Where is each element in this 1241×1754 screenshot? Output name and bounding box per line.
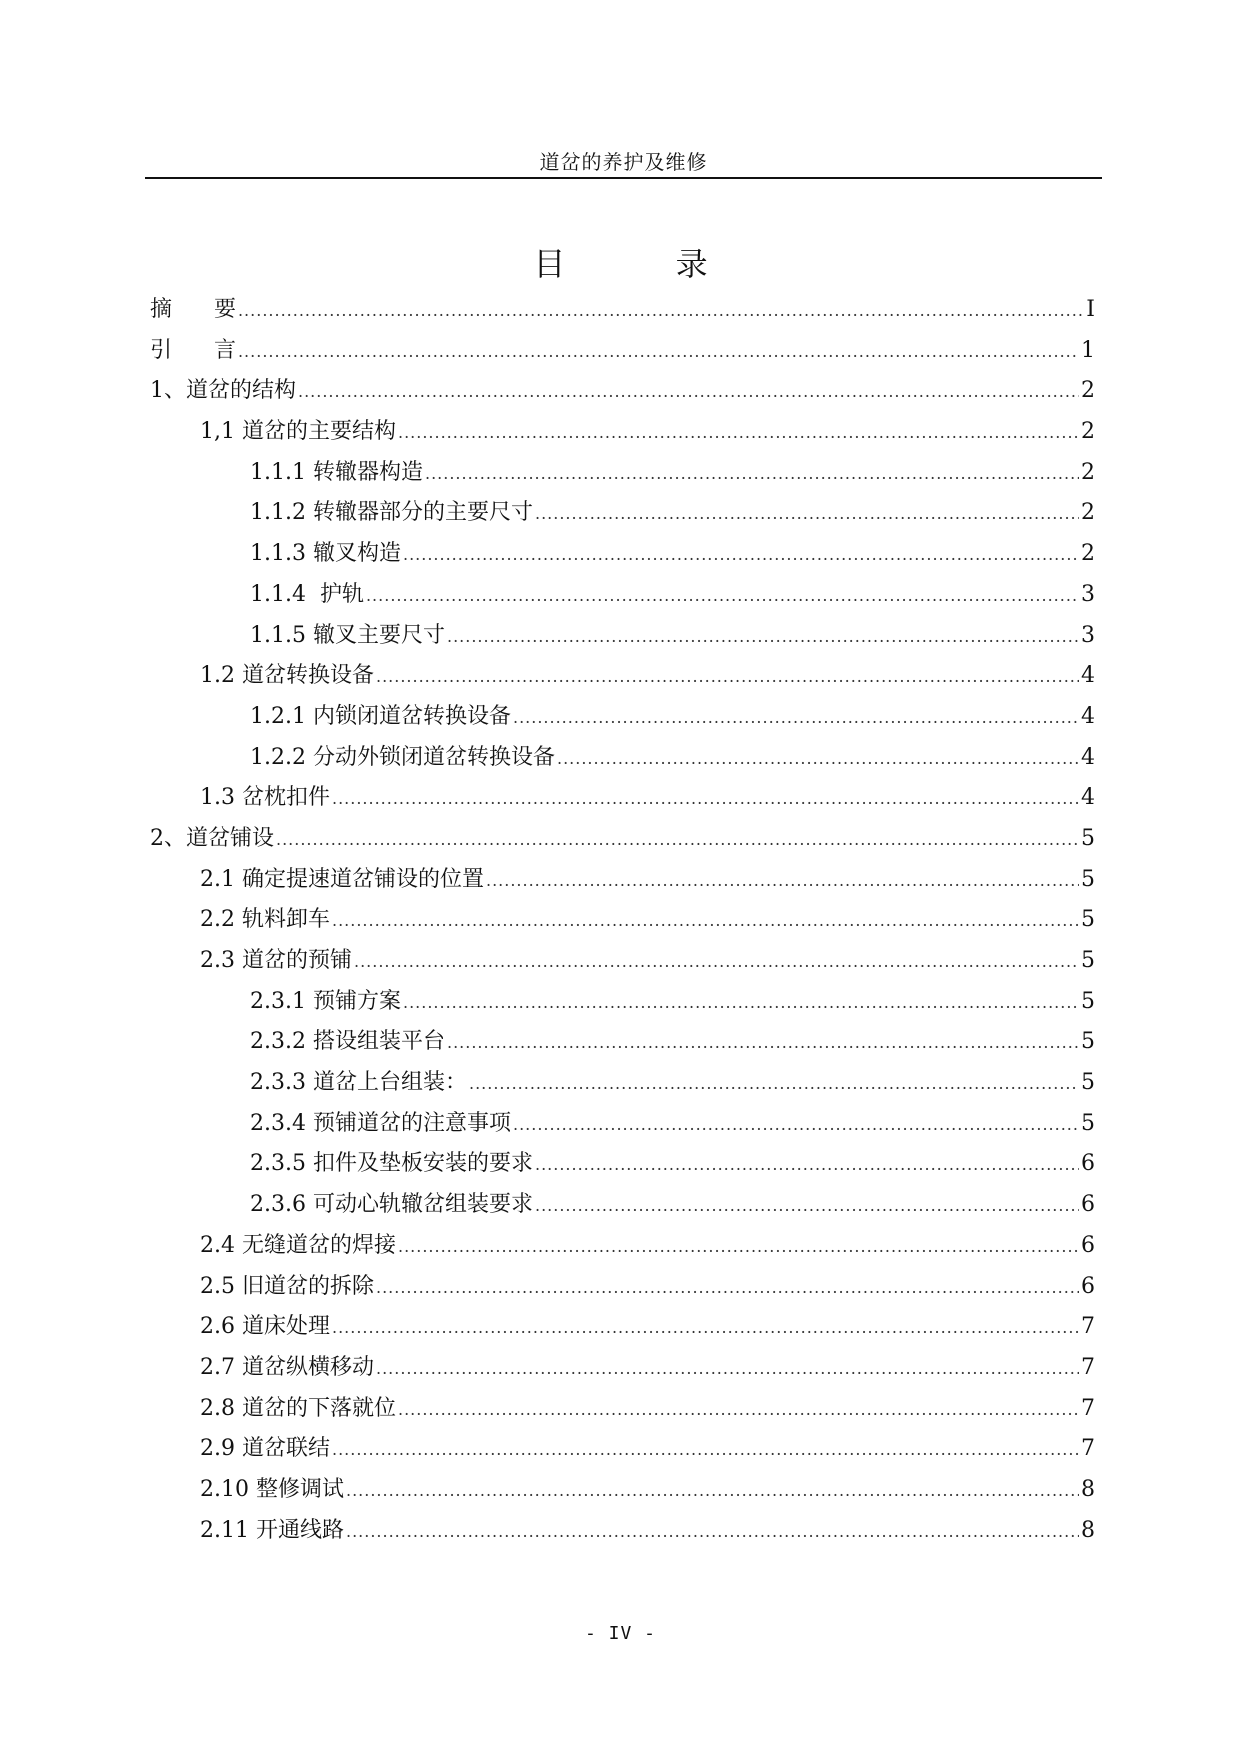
toc-entry-title: 引 言 [150,337,236,363]
toc-entry[interactable] [150,534,1095,575]
dot-leader [332,1308,1079,1349]
toc-entry[interactable] [150,697,1095,738]
header-divider [145,177,1102,179]
dot-leader [276,820,1079,861]
toc-entry-page: 2 [1081,378,1095,404]
toc-entry-title: 1.2.2 分动外锁闭道岔转换设备 [250,744,555,770]
toc-entry[interactable] [150,738,1095,779]
toc-entry[interactable] [150,656,1095,697]
table-of-contents [150,290,1095,1551]
toc-entry-title: 2.3.2 搭设组装平台 [250,1029,445,1055]
toc-entry-title: 2.3.1 预铺方案 [250,988,401,1014]
dot-leader [425,454,1079,495]
page-number: - IV - [584,1623,657,1644]
dot-leader [332,901,1079,942]
toc-entry[interactable] [150,1429,1095,1470]
toc-entry-title: 2.3 道岔的预铺 [200,948,352,973]
dot-leader [238,332,1079,373]
toc-entry-title: 1.2.1 内锁闭道岔转换设备 [250,703,511,729]
toc-entry[interactable] [150,900,1095,941]
toc-entry[interactable] [150,1267,1095,1308]
toc-entry[interactable] [150,331,1095,372]
toc-entry[interactable] [150,1144,1095,1185]
toc-entry-page: 4 [1081,744,1095,770]
toc-entry-title: 2.10 整修调试 [200,1476,344,1502]
toc-entry[interactable] [150,860,1095,901]
toc-entry-page: 5 [1081,988,1095,1014]
toc-entry-page: I [1086,297,1095,322]
toc-entry-page: 5 [1081,948,1095,973]
toc-entry-page: 5 [1081,1070,1095,1096]
dot-leader [557,739,1079,780]
toc-entry[interactable] [150,453,1095,494]
toc-entry-page: 7 [1081,1436,1095,1462]
dot-leader [376,1268,1079,1309]
toc-entry-title: 摘 要 [150,297,236,322]
toc-entry[interactable] [150,1185,1095,1226]
toc-entry-page: 6 [1081,1232,1095,1258]
toc-entry-page: 1 [1081,337,1095,363]
toc-entry[interactable] [150,412,1095,453]
toc-entry-page: 3 [1081,622,1095,648]
dot-leader [398,1390,1079,1431]
toc-entry-page: 4 [1081,703,1095,729]
toc-entry[interactable] [150,1226,1095,1267]
toc-entry-page: 5 [1081,907,1095,933]
toc-entry-title: 2.6 道床处理 [200,1314,330,1340]
toc-entry-page: 7 [1081,1395,1095,1421]
toc-entry-page: 5 [1081,866,1095,892]
running-header: 道岔的养护及维修 [539,150,708,174]
toc-entry[interactable] [150,941,1095,982]
dot-leader [513,1105,1079,1146]
toc-entry-title: 2.3.4 预铺道岔的注意事项 [250,1110,511,1136]
dot-leader [346,1471,1079,1512]
toc-entry[interactable] [150,493,1095,534]
dot-leader [486,861,1079,902]
toc-entry-page: 8 [1081,1517,1095,1543]
dot-leader [366,576,1079,617]
dot-leader [535,1145,1079,1186]
dot-leader [346,1512,1079,1553]
toc-entry-title: 1.1.3 辙叉构造 [250,541,401,567]
toc-entry[interactable] [150,1307,1095,1348]
toc-entry-page: 6 [1081,1192,1095,1218]
toc-entry[interactable] [150,290,1095,331]
toc-entry-title: 2.1 确定提速道岔铺设的位置 [200,866,484,892]
dot-leader [513,698,1079,739]
toc-entry-page: 4 [1081,663,1095,689]
toc-entry[interactable] [150,778,1095,819]
toc-entry-title: 2.2 轨料卸车 [200,907,330,933]
toc-entry-title: 2.8 道岔的下落就位 [200,1395,396,1421]
toc-entry-page: 4 [1081,785,1095,811]
dot-leader [403,535,1079,576]
toc-entry-title: 2.11 开通线路 [200,1517,344,1543]
toc-entry-title: 1,1 道岔的主要结构 [200,419,396,445]
toc-entry-title: 1.1.1 转辙器构造 [250,459,423,485]
toc-entry-title: 2.7 道岔纵横移动 [200,1354,374,1380]
toc-entry-page: 5 [1081,825,1095,851]
dot-leader [535,1186,1079,1227]
dot-leader [238,291,1084,332]
dot-leader [398,1227,1079,1268]
toc-entry-page: 2 [1081,419,1095,445]
toc-entry-title: 2.9 道岔联结 [200,1436,330,1462]
toc-entry-page: 2 [1081,500,1095,526]
toc-entry[interactable] [150,1470,1095,1511]
toc-entry-page: 7 [1081,1314,1095,1340]
toc-entry[interactable] [150,1104,1095,1145]
dot-leader [447,1023,1079,1064]
toc-entry[interactable] [150,371,1095,412]
toc-entry-title: 2.5 旧道岔的拆除 [200,1273,374,1299]
toc-entry[interactable] [150,575,1095,616]
dot-leader [332,779,1079,820]
toc-entry[interactable] [150,616,1095,657]
dot-leader [298,372,1079,413]
toc-entry[interactable] [150,819,1095,860]
dot-leader [332,1430,1079,1471]
toc-title: 目 录 [533,245,758,283]
toc-entry-page: 5 [1081,1029,1095,1055]
toc-entry-page: 5 [1081,1110,1095,1136]
toc-entry[interactable] [150,1389,1095,1430]
toc-entry-title: 2、道岔铺设 [150,825,274,851]
toc-entry-page: 7 [1081,1354,1095,1380]
toc-entry[interactable] [150,1511,1095,1552]
toc-entry-title: 2.3.6 可动心轨辙岔组装要求 [250,1192,533,1218]
toc-entry-title: 1.3 岔枕扣件 [200,785,330,811]
toc-entry[interactable] [150,1022,1095,1063]
toc-entry-page: 6 [1081,1273,1095,1299]
toc-entry-page: 3 [1081,581,1095,607]
dot-leader [403,983,1079,1024]
dot-leader [398,413,1079,454]
dot-leader [469,1064,1079,1105]
toc-entry-title: 2.4 无缝道岔的焊接 [200,1232,396,1258]
toc-entry-title: 1.1.5 辙叉主要尺寸 [250,622,445,648]
toc-entry-title: 2.3.3 道岔上台组装： [250,1070,467,1096]
dot-leader [376,1349,1079,1390]
toc-entry-page: 8 [1081,1476,1095,1502]
dot-leader [447,617,1079,658]
toc-entry[interactable] [150,1063,1095,1104]
toc-entry-page: 2 [1081,459,1095,485]
toc-entry-page: 6 [1081,1151,1095,1177]
toc-entry-title: 1、道岔的结构 [150,378,296,404]
toc-entry-title: 1.2 道岔转换设备 [200,663,374,689]
dot-leader [354,942,1079,983]
toc-entry-title: 1.1.4 护轨 [250,581,364,607]
toc-entry-title: 1.1.2 转辙器部分的主要尺寸 [250,500,533,526]
toc-entry[interactable] [150,982,1095,1023]
dot-leader [535,494,1079,535]
dot-leader [376,657,1079,698]
toc-entry-title: 2.3.5 扣件及垫板安装的要求 [250,1151,533,1177]
toc-entry-page: 2 [1081,541,1095,567]
toc-entry[interactable] [150,1348,1095,1389]
